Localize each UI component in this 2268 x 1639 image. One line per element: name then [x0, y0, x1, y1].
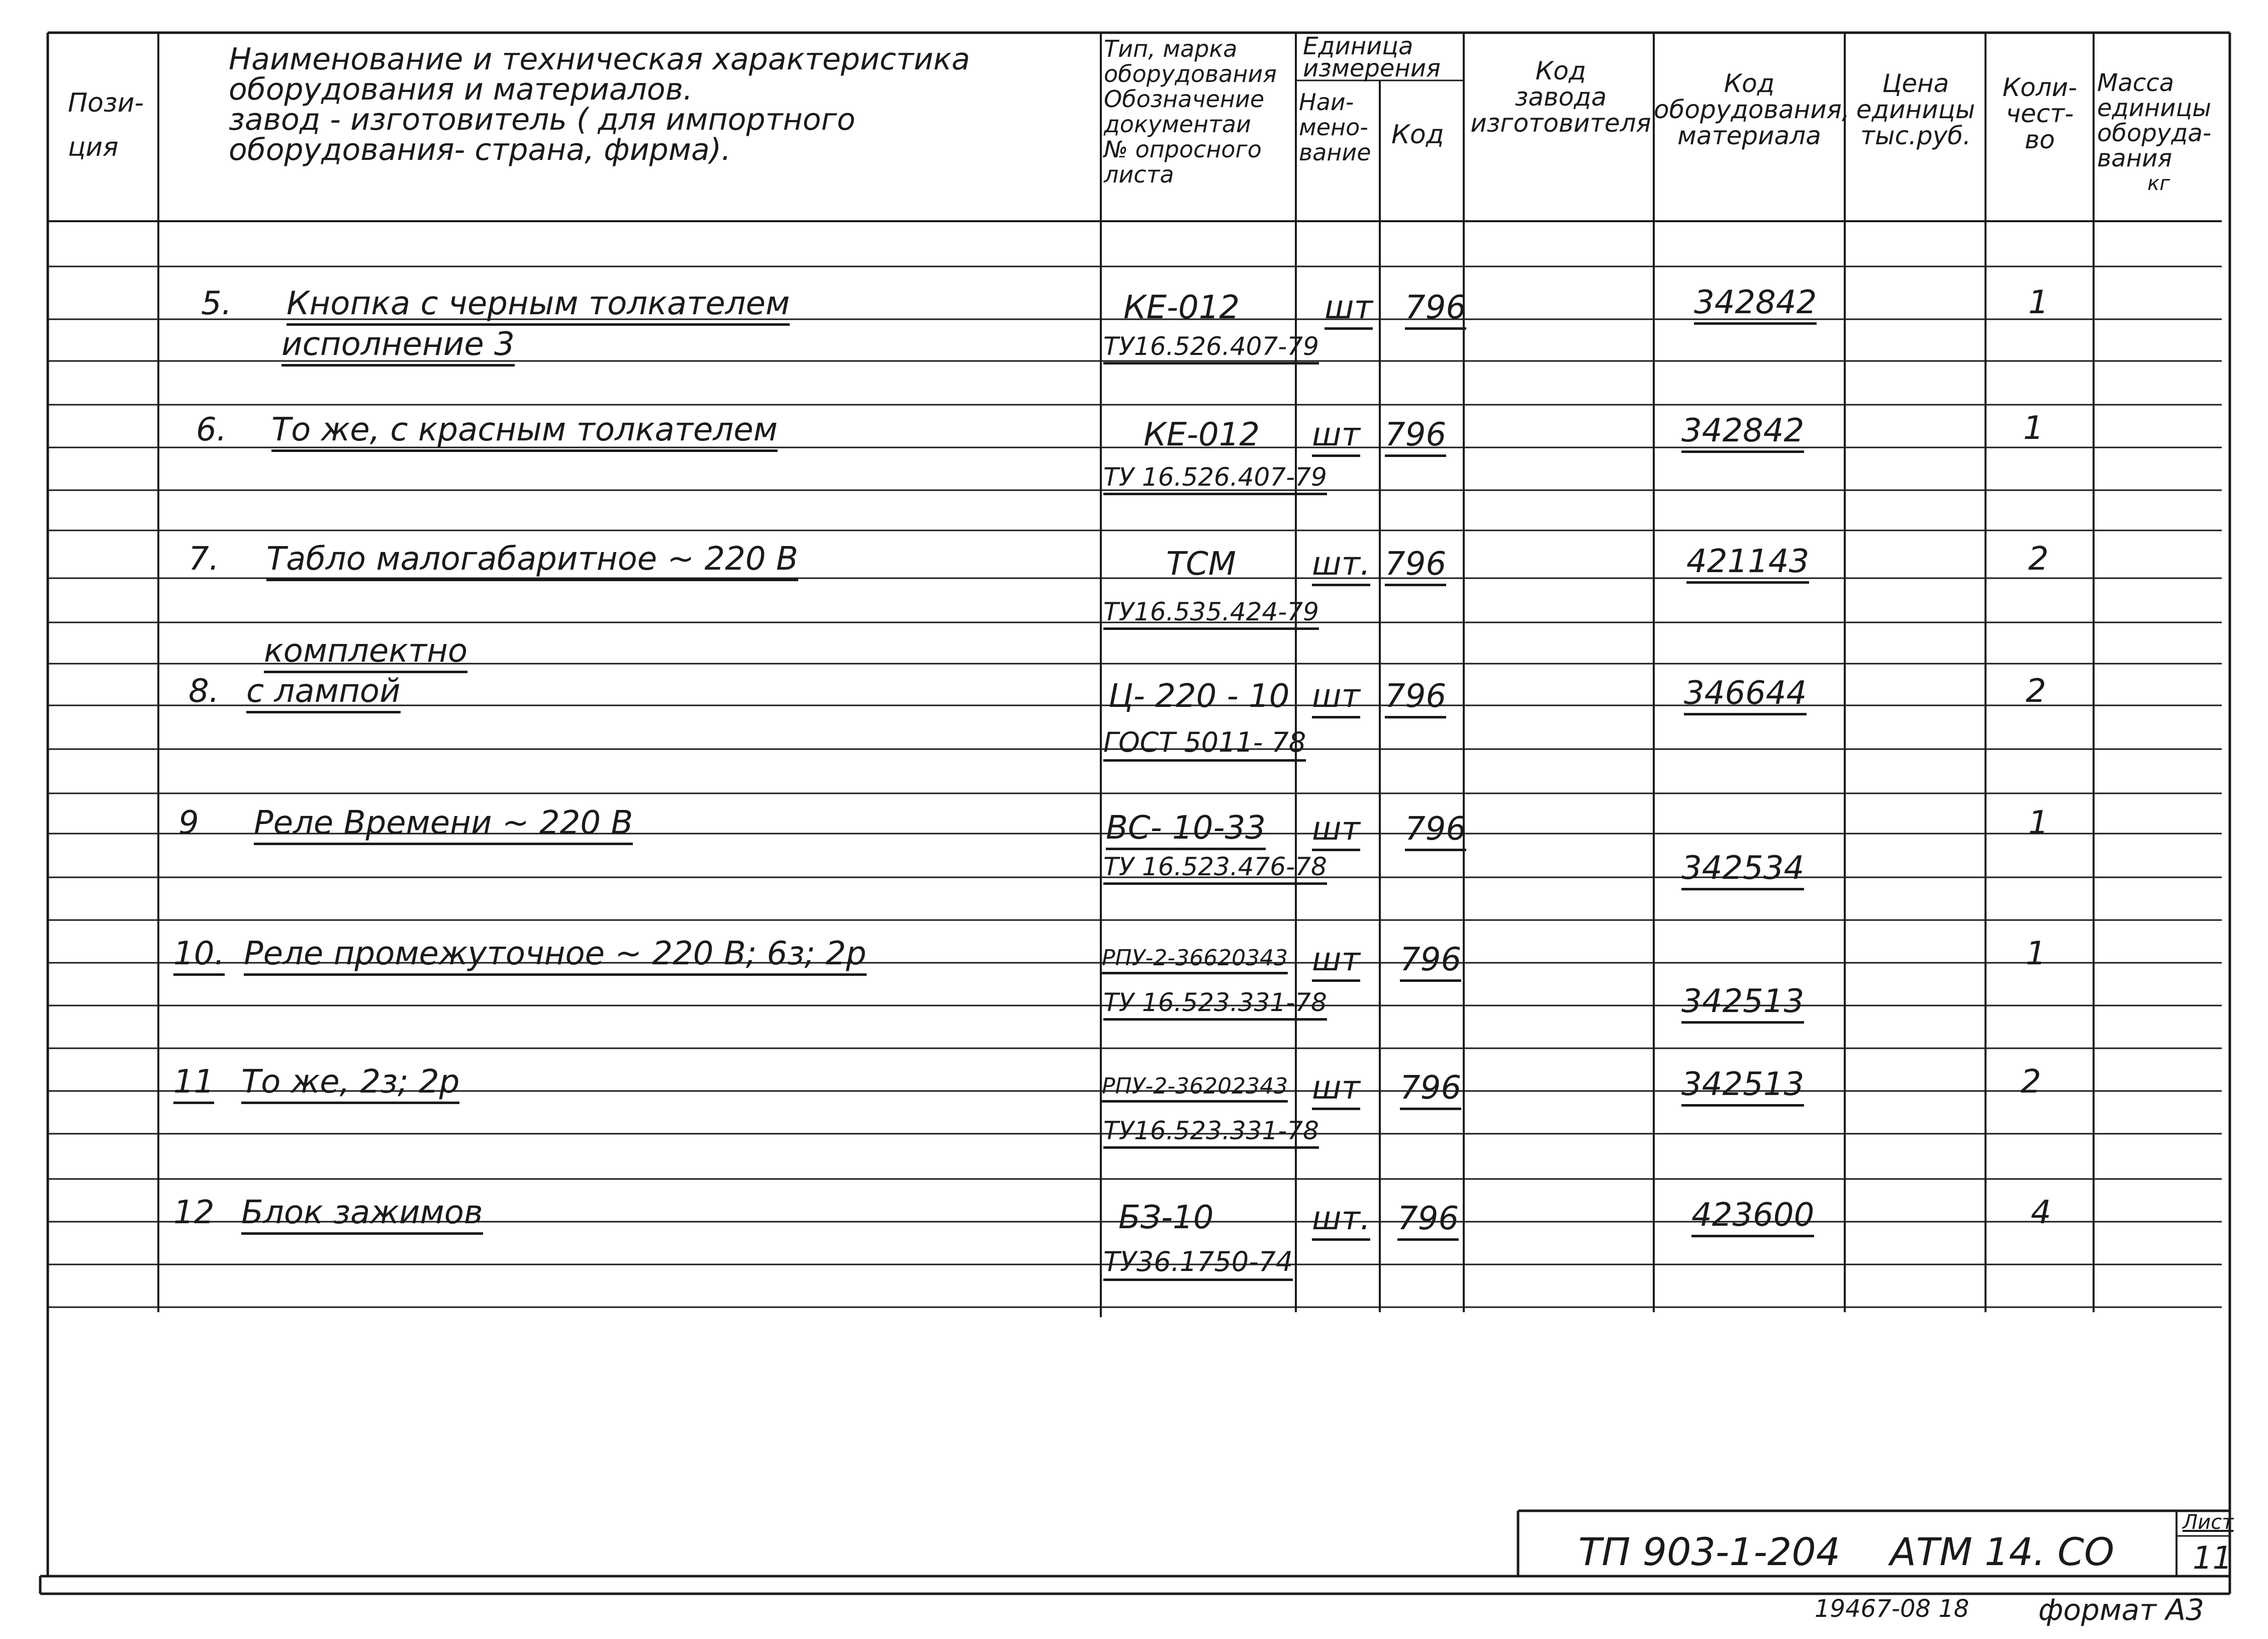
item-name: с лампой [246, 673, 401, 713]
item-doc: ТУ 16.523.331-78 [1103, 988, 1327, 1021]
item-qty: 2 [2021, 1063, 2041, 1101]
item-code: 796 [1385, 545, 1446, 586]
item-equip-code: 342513 [1681, 983, 1804, 1024]
doc-code: ТП 903-1-204 [1578, 1529, 1841, 1574]
item-num: 8. [188, 673, 220, 710]
item-num: 10. [173, 935, 225, 976]
format-label: формат А3 [2038, 1593, 2204, 1627]
item-qty: 1 [2028, 804, 2049, 842]
item-code: 796 [1385, 416, 1446, 457]
item-doc: ТУ16.535.424-79 [1103, 597, 1319, 630]
item-unit: шт [1312, 941, 1360, 982]
item-unit: шт [1312, 810, 1360, 851]
item-name: То же, 2з; 2р [241, 1063, 459, 1104]
item-doc: ТУ16.526.407-79 [1103, 332, 1319, 365]
item-equip-code: 342513 [1681, 1066, 1804, 1107]
item-code: 796 [1400, 941, 1461, 982]
item-unit: шт [1312, 1069, 1360, 1110]
header-unit-group: Единица измерения [1303, 32, 1441, 82]
item-num: 11 [173, 1063, 214, 1104]
header-unit-name: Наи- мено- вание [1299, 88, 1371, 166]
item-name: Блок зажимов [241, 1194, 483, 1235]
item-equip-code: 342842 [1681, 412, 1804, 453]
item-unit: шт. [1312, 1200, 1370, 1241]
item-type: БЗ-10 [1118, 1199, 1214, 1236]
header-price: Цена единицы тыс.руб. [1856, 69, 1975, 150]
header-equip-code: Код оборудования, материала [1654, 69, 1850, 150]
item-qty: 1 [2028, 284, 2049, 321]
header-name: Наименование и техническая характеристика оборудования и материалов. завод - изготовитель ( для импортного оборудования- страна, фирма). [229, 42, 970, 167]
item-code: 796 [1397, 1200, 1459, 1241]
item-type: КЕ-012 [1123, 289, 1240, 326]
item-name: Табло малогабаритное ~ 220 В [266, 540, 798, 581]
item-qty: 4 [2031, 1194, 2051, 1231]
header-mass: Масса единицы оборуда- вания кг [2097, 69, 2212, 195]
item-code: 796 [1405, 810, 1466, 851]
header-qty: Коли- чест- во [2002, 73, 2077, 154]
item-qty: 1 [2023, 410, 2044, 447]
item-name-pre: комплектно [264, 632, 467, 673]
item-name: То же, с красным толкателем [271, 411, 778, 452]
item-doc: ТУ36.1750-74 [1103, 1246, 1293, 1281]
item-equip-code: 346644 [1684, 675, 1807, 715]
item-doc: ТУ 16.526.407-79 [1103, 463, 1327, 495]
item-num: 5. [201, 285, 232, 322]
doc-section: АТМ 14. СО [1890, 1529, 2115, 1574]
header-type: Тип, марка оборудования Обозначение документаи № опросного листа [1104, 35, 1277, 188]
inventory-number: 19467-08 18 [1815, 1595, 1969, 1623]
item-num: 6. [196, 411, 227, 448]
item-name: Реле Времени ~ 220 В [254, 804, 633, 845]
item-equip-code: 342534 [1681, 850, 1804, 890]
item-name: Реле промежуточное ~ 220 В; 6з; 2р [244, 935, 867, 976]
sheet-number: 11 [2193, 1539, 2232, 1576]
item-qty: 2 [2028, 540, 2049, 578]
item-doc: ТУ16.523.331-78 [1103, 1116, 1319, 1149]
item-unit: шт [1312, 416, 1360, 457]
item-code: 796 [1405, 289, 1466, 330]
item-doc: ТУ 16.523.476-78 [1103, 852, 1327, 885]
item-unit: шт [1325, 289, 1373, 330]
item-num: 9 [178, 804, 199, 842]
item-doc: ГОСТ 5011- 78 [1103, 726, 1306, 762]
item-code: 796 [1385, 678, 1446, 718]
item-type: Ц- 220 - 10 [1108, 678, 1290, 715]
header-unit-code: Код [1391, 120, 1444, 150]
item-unit: шт [1312, 678, 1360, 718]
item-type: ТСМ [1166, 545, 1236, 583]
item-type: ВС- 10-33 [1106, 809, 1266, 850]
item-num: 7. [188, 540, 220, 578]
item-equip-code: 421143 [1686, 543, 1809, 584]
item-unit: шт. [1312, 545, 1370, 586]
sheet-label: Лист [2183, 1511, 2234, 1534]
item-name: Кнопка с черным толкателем [287, 285, 790, 326]
item-code: 796 [1400, 1069, 1461, 1110]
item-qty: 2 [2026, 673, 2046, 710]
item-type: РПУ-2-36620343 [1102, 945, 1288, 974]
item-equip-code: 342842 [1694, 284, 1817, 325]
header-plant-code: Код завода изготовителя [1470, 56, 1651, 138]
item-name-cont: исполнение 3 [281, 326, 515, 367]
item-num: 12 [173, 1194, 215, 1231]
item-equip-code: 423600 [1691, 1197, 1814, 1237]
header-position: Пози- ция [68, 88, 144, 162]
item-qty: 1 [2026, 935, 2046, 972]
item-type: РПУ-2-36202343 [1102, 1073, 1288, 1103]
item-type: КЕ-012 [1144, 416, 1260, 453]
